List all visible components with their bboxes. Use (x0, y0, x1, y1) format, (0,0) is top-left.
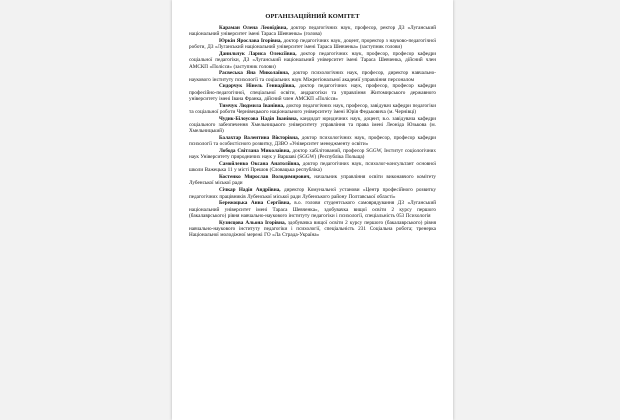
member-name: Расвеська Яна Миколаївна, (219, 70, 290, 77)
member-description: доктор педагогічних наук, доцент, проректор з науково-педагогічної роботи, ДЗ «Луганський національний університет імені Тараса Шевченка» (заступник голови) (189, 38, 436, 51)
member-name: Юркін Ярослава Ігорівна, (219, 38, 282, 45)
member-name: Караман Олена Леонідівна, (219, 25, 288, 31)
member-description: доктор психологічних наук, професор, директор навчально-наукового інституту психології та соціальних наук Міжрегіональної академії управління персоналом (189, 70, 437, 83)
member-description: доктор психологічних наук, професор, професор кафедри психології та особистісного розвитку, ДЗВО «Університет менеджменту освіти» (189, 135, 437, 148)
committee-member (189, 174, 436, 187)
member-description: доктор педагогічних наук, професор, професор кафедри соціальної педагогіки, ДЗ «Луганський національний університет імені Тараса Шевченка, дійсний член АМСКП «Полісся» (заступник голови) (189, 51, 436, 70)
committee-member (189, 161, 436, 174)
member-name: Січкар Надія Андріївна, (219, 187, 281, 194)
page-title: ОРГАНІЗАЦІЙНИЙ КОМІТЕТ (265, 13, 360, 20)
committee-member (189, 148, 436, 161)
member-name: Бережоцька Анна Сергіївна, (219, 200, 291, 207)
member-description: директор Комунальної установи «Центр професійного розвитку педагогічних працівників Лубенської міської ради Лубенського району Полтавської області» (189, 187, 436, 200)
committee-member (189, 220, 436, 239)
member-name: Тимчук Людмила Іванівна, (219, 102, 285, 109)
document-page (172, 0, 453, 420)
member-description: кандидат юридичних наук, доцент, в.о. завідувача кафедри соціального забезпечення Хмельницького університету управління та права імені Леоніда Юзькова (м. Хмельницький) (189, 115, 436, 135)
member-name: Самойленко Оксана Анатоліївна, (219, 161, 301, 168)
member-name: Костенко Мирослав Володимирович, (219, 174, 311, 181)
committee-member (189, 187, 436, 200)
member-description: доктор педагогічних наук, професор, професор кафедри професійно-педагогічної, спеціальної освіти, андрагогіки та управління Житомирського державного університету імені Івана Франка, дійсний член АМСКП «Полісся» (189, 83, 436, 102)
committee-member (189, 25, 436, 38)
member-description: доктор хабілітований, професор SGGW, Інститут соціологічних наук Університету природничих наук у Варшаві (SGGW) (Республіка Польща) (189, 148, 436, 161)
committee-member (189, 83, 436, 102)
member-description: начальник управління освіти виконавчого комітету Лубенської міської ради (189, 174, 436, 187)
page-content (189, 13, 436, 239)
member-name: Лобода Світлана Миколаївна, (219, 148, 291, 155)
member-name: Данильчук Лариса Олексіївна, (219, 51, 297, 58)
member-description: доктор педагогічних наук, професор, завідувач кафедри педагогіки та соціальної роботи Чернівецького національного університету імені Юрія Федьковича (м. Чернівці) (189, 102, 436, 115)
committee-member (189, 38, 436, 51)
member-description: доктор педагогічних наук, психолог-консультант основної школи Важецька 11 у місті Прешов (Словацька республіка) (189, 161, 436, 174)
committee-member (189, 70, 436, 83)
member-description: здобувачка вищої освіти 2 курсу першого (бакалаврського) рівня навчально-наукового інституту педагогіки і психології, спеціальність 231 Соціальна робота; тренерка Національної молодіжної мережі ГО «Ла Страда-Україна» (189, 219, 436, 239)
member-name: Кузнєцова Альона Ігорівна, (219, 219, 286, 226)
committee-member (189, 200, 436, 219)
member-description: в.о. голови студентського самоврядування ДЗ «Луганський національний університет імені Тараса Шевченка», здобувачка вищої освіти 2 курсу першого (бакалаврського) рівня навчально-наукового інституту педагогіки і психології, спеціальність 053 Психологія (189, 200, 436, 219)
committee-member (189, 103, 436, 116)
committee-member-list (189, 25, 436, 238)
member-name: Сидорчук Нінель Геннадіївна, (219, 83, 296, 90)
member-name: Чудик-Білоусова Надія Іванівна, (219, 115, 298, 122)
member-description: доктор педагогічних наук, професор, ректор ДЗ «Луганський національний університет імені Тараса Шевченка» (голова) (189, 25, 436, 38)
committee-member (189, 135, 436, 148)
member-name: Балахтар Валентина Вікторівна, (219, 135, 299, 142)
committee-member (189, 116, 436, 135)
committee-member (189, 51, 436, 70)
